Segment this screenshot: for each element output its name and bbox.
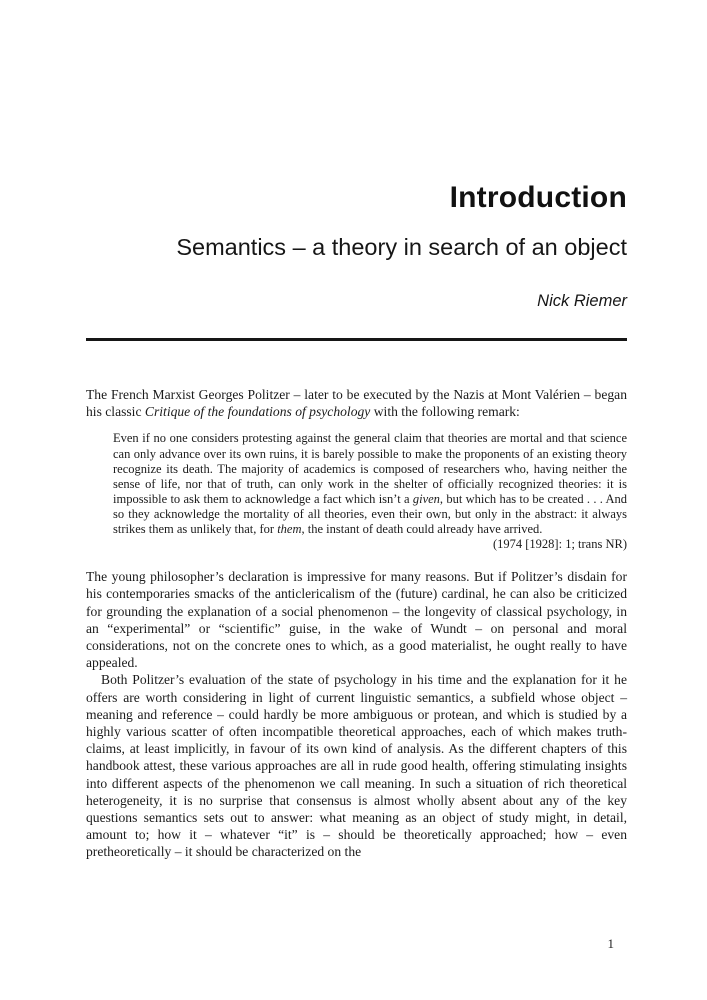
italic-run: them xyxy=(277,521,302,536)
quote-attribution: (1974 [1928]: 1; trans NR) xyxy=(492,537,627,552)
italic-run-book-title: Critique of the foundations of psychology xyxy=(144,404,371,420)
italic-run: given xyxy=(412,491,440,506)
text-column xyxy=(86,0,627,861)
chapter-title: Introduction xyxy=(449,181,627,214)
block-quote xyxy=(113,431,627,552)
text-run: Even if no one considers protesting against the general claim that theories are mortal and that science can only advance over its own ruins, it is barely possible to make the proponents of an existing theory recognize its death. The majority of academics is composed of researchers who, having neither the sense of life, nor that of truth, can only work in the shelter of officially recognized theories: it is impossible to ask them to acknowledge a fact which isn’t a xyxy=(113,431,627,506)
body-text xyxy=(86,386,627,861)
text-run: , but which has to be created . . . And so they acknowledge the mortality of all theories, even their own, but only in the abstract: it always strikes them as unlikely that, for xyxy=(113,491,627,536)
text-run: , the instant of death could already have arrived. xyxy=(301,521,543,536)
chapter-header xyxy=(86,183,627,341)
text-run: with the following remark: xyxy=(370,404,520,420)
opening-paragraph xyxy=(86,386,627,420)
body-paragraph-2: The young philosopher’s declaration is impressive for many reasons. But if Politzer’s disdain for his contemporaries smacks of the anticlericalism of the (future) cardinal, he can also be criticized for grounding the explanation of a social phenomenon – the longevity of classical psychology, in an “experimental” or “scientific” guise, in the wake of Wundt – on personal and moral considerations, not on the concrete ones to which, as a good materialist, he ought really to have appealed. xyxy=(86,569,627,671)
chapter-subtitle: Semantics – a theory in search of an object xyxy=(176,234,627,260)
page-number: 1 xyxy=(607,936,614,951)
body-paragraph-3: Both Politzer’s evaluation of the state of psychology in his time and the explanation for it he offers are worth considering in light of current linguistic semantics, a subfield whose object – meaning and reference – could hardly be more ambiguous or protean, and which is studied by a highly various scatter of often incompatible theoretical approaches, each of which makes truth-claims, at least implicitly, in favour of its own kind of analysis. As the different chapters of this handbook attest, these various approaches are all in rude good health, offering stimulating insights into different aspects of the phenomenon we call meaning. In such a situation of rich theoretical heterogeneity, it is no surprise that consensus is almost wholly absent about any of the key questions semantics sets out to answer: what meaning as an object of study might, in detail, amount to; how it – whatever “it” is – should be theoretically approached; how – even pretheoretically – it should be characterized on the xyxy=(86,672,627,860)
author-name: Nick Riemer xyxy=(537,292,627,310)
text-run: The French Marxist Georges Politzer – later to be executed by the Nazis at Mont Valérien – began his classic xyxy=(86,387,627,420)
header-rule xyxy=(86,338,627,341)
